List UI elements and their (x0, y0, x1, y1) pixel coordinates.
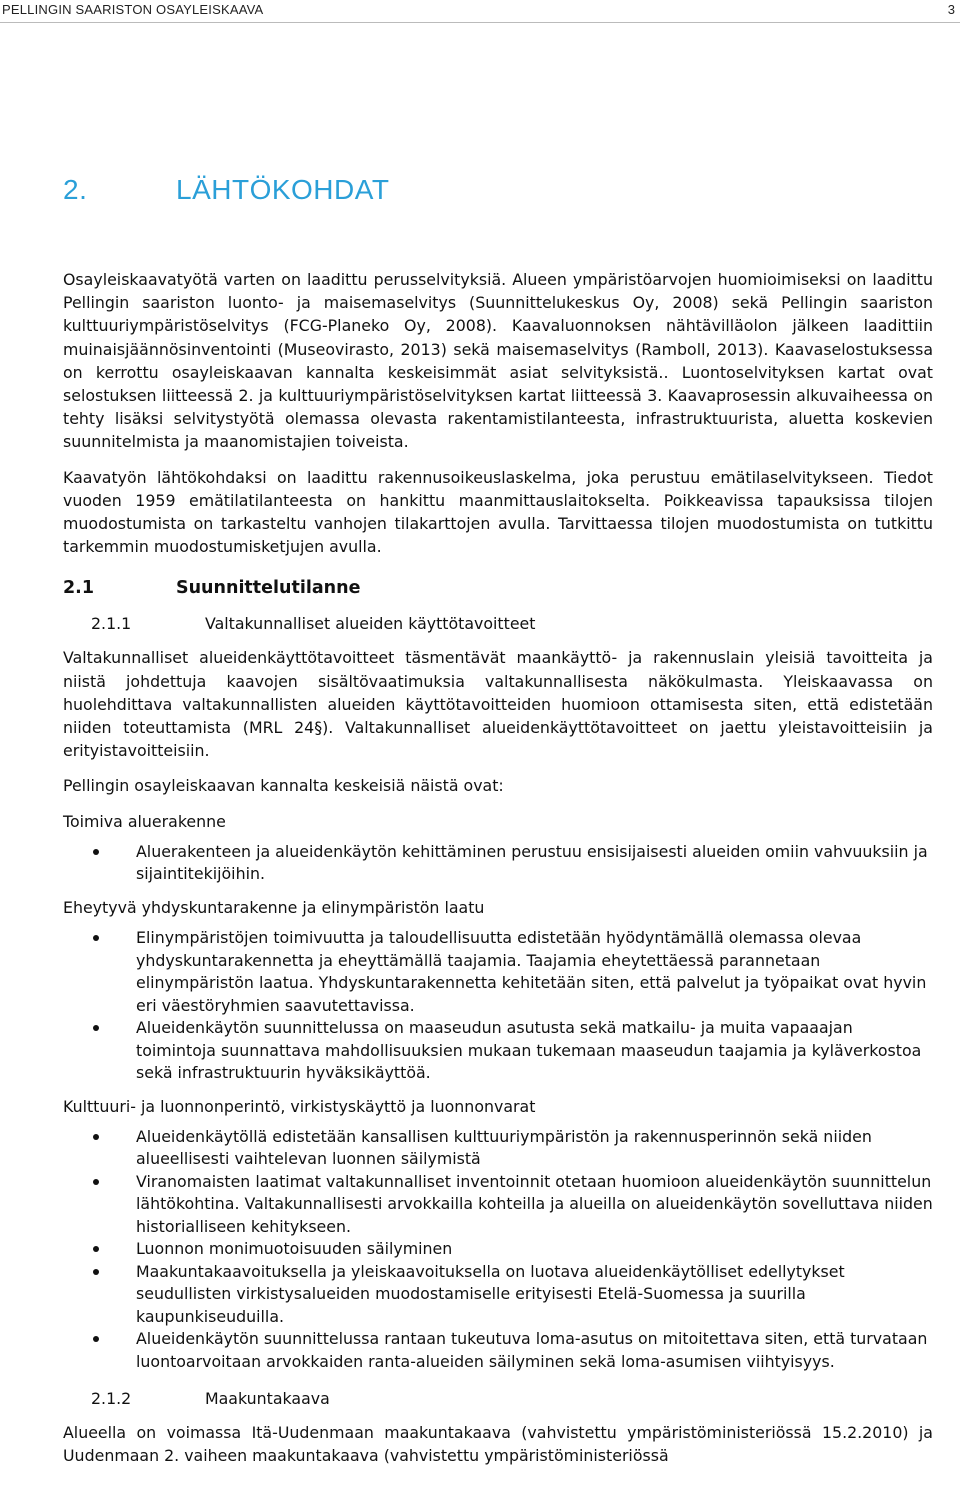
bullet-icon (93, 1134, 99, 1140)
document-title: PELLINGIN SAARISTON OSAYLEISKAAVA (2, 2, 264, 17)
group-heading: Toimiva aluerakenne (63, 811, 226, 831)
section-number: 2. (63, 174, 88, 205)
list-item: Aluerakenteen ja alueidenkäytön kehittäminen perustuu ensisijaisesti alueiden omiin vahvuuksiin ja sijaintitekijöihin. (63, 841, 933, 886)
bullet-list (63, 1126, 933, 1374)
list-item: Viranomaisten laatimat valtakunnalliset inventoinnit otetaan huomioon alueidenkäytön suunnittelun lähtökohtina. Valtakunnallisesti arvokkailla kohteilla ja alueilla on alueidenkäytön sovelluttava niiden historialliseen kehitykseen. (63, 1171, 933, 1239)
subsection-title: Suunnittelutilanne (176, 578, 361, 599)
subsection-heading (63, 574, 933, 602)
subsection-number: 2.1 (63, 578, 95, 599)
intro-paragraph: Kaavatyön lähtökohdaksi on laadittu rakennusoikeuslaskelma, joka perustuu emätilaselvitykseen. Tiedot vuoden 1959 emätilatilanteesta on hankittu maanmittauslaitokselta. Poikkeavissa tapauksissa tilojen muodostumista on tarkasteltu vanhojen tilakarttojen avulla. Tarvittaessa tilojen muodostumista on tutkittu tarkemmin muodostumisketjujen avulla. (63, 467, 933, 557)
bullet-list (63, 841, 933, 886)
vat-paragraph: Valtakunnalliset alueidenkäyttötavoitteet täsmentävät maankäyttö- ja rakennuslain yleisiä tavoitteita ja niistä johdettuja kaavojen sisältövaatimuksia valtakunnallisesta näkökulmasta. Yleiskaavassa on huolehdittava valtakunnallisten alueiden käyttötavoitteiden huomioon ottamisesta siten, että edistetään niiden toteuttamista (MRL 24§). Valtakunnalliset alueidenkäyttötavoitteet on jaettu yleistavoitteisiin ja erityistavoitteisiin. (63, 648, 933, 761)
subsubsection-heading (63, 1387, 933, 1411)
bullet-icon (93, 1336, 99, 1342)
list-item: Maakuntakaavoituksella ja yleiskaavoituksella on luotava alueidenkäytölliset edellytykset seudullisten virkistysalueiden muodostamiselle erityisesti Etelä-Suomessa ja suurilla kaupunkiseuduilla. (63, 1261, 933, 1329)
group-heading: Eheytyvä yhdyskuntarakenne ja elinympäristön laatu (63, 897, 485, 917)
page-header (0, 0, 960, 23)
list-item: Alueidenkäytön suunnittelussa on maaseudun asutusta sekä matkailu- ja muita vapaaajan toimintoja suunnattava mahdollisuuksien mukaan tukemaan maaseudun taajamia ja kyläverkostoa sekä infrastruktuurin hyväksikäyttöä. (63, 1017, 933, 1085)
final-paragraph: Alueella on voimassa Itä-Uudenmaan maakuntakaava (vahvistettu ympäristöministeriössä 15.2.2010) ja Uudenmaan 2. vaiheen maakuntakaava (vahvistettu ympäristöministeriössä (63, 1423, 933, 1466)
list-item: Alueidenkäytöllä edistetään kansallisen kulttuuriympäristön ja rakennusperinnön sekä niiden alueellisesti vaihtelevan luonnen säilymistä (63, 1126, 933, 1171)
page-content (63, 170, 933, 1480)
subsubsection-title: Maakuntakaava (205, 1389, 330, 1409)
group-heading: Kulttuuri- ja luonnonperintö, virkistyskäyttö ja luonnonvarat (63, 1096, 536, 1116)
bullet-icon (93, 1269, 99, 1275)
subsubsection-heading (63, 612, 933, 636)
section-heading (63, 170, 933, 210)
subsubsection-number: 2.1.2 (91, 1389, 132, 1409)
list-item: Alueidenkäytön suunnittelussa rantaan tukeutuva loma-asutus on mitoitettava siten, että turvataan luontoarvoitaan arvokkaiden ranta-alueiden säilyminen sekä loma-asumisen viihtyisyys. (63, 1328, 933, 1373)
section-title: LÄHTÖKOHDAT (176, 174, 390, 205)
bullet-icon (93, 1025, 99, 1031)
bullet-icon (93, 1246, 99, 1252)
list-item: Luonnon monimuotoisuuden säilyminen (63, 1238, 933, 1261)
bullet-icon (93, 935, 99, 941)
page-number: 3 (947, 2, 955, 17)
bullet-list (63, 927, 933, 1085)
bullet-icon (93, 849, 99, 855)
list-item: Elinympäristöjen toimivuutta ja taloudellisuutta edistetään hyödyntämällä olemassa olevaa yhdyskuntarakennetta ja eheyttämällä taajamia. Taajamia eheytettäessä parannetaan elinympäristön laatua. Yhdyskuntarakennetta kehitetään siten, että palvelut ja työpaikat ovat hyvin eri väestöryhmien saavutettavissa. (63, 927, 933, 1017)
subsubsection-title: Valtakunnalliset alueiden käyttötavoitteet (205, 614, 536, 634)
key-intro: Pellingin osayleiskaavan kannalta keskeisiä näistä ovat: (63, 776, 504, 796)
bullet-icon (93, 1179, 99, 1185)
subsubsection-number: 2.1.1 (91, 614, 132, 634)
intro-paragraph: Osayleiskaavatyötä varten on laadittu perusselvityksiä. Alueen ympäristöarvojen huomioimiseksi on laadittu Pellingin saariston luonto- ja maisemaselvitys (Suunnittelukeskus Oy, 2008) sekä Pellingin saariston kulttuuriympäristöselvitys (FCG-Planeko Oy, 2008). Kaavaluonnoksen nähtävilläolon jälkeen laadittiin muinaisjäännösinventointi (Museovirasto, 2013) sekä maisemaselvitys (Ramboll, 2013). Kaavaselostuksessa on kerrottu osayleiskaavan kannalta keskeisimmät asiat selvityksistä.. Luontoselvityksen kartat ovat selostuksen liitteessä 2. ja kulttuuriympäristöselvityksen kartat liitteessä 3. Kaavaprosessin alkuvaiheessa on tehty lisäksi selvitystyötä olemassa olevasta rakentamistilanteesta, infrastruktuurista, aluetta koskevien suunnitelmista ja maanomistajien toiveista. (63, 270, 933, 452)
